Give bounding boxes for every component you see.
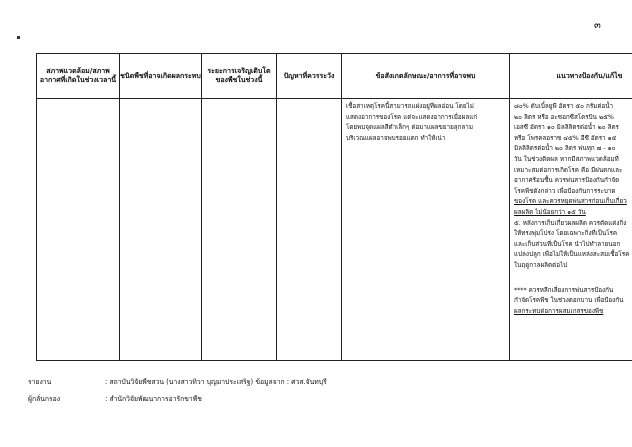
symptom-line: แสดงอาการของโรค แต่จะแสดงอาการเมื่อผลแก่ xyxy=(346,113,478,121)
prevention-line: โรคพืชดังกล่าว เพื่อป้องกันการระบาด xyxy=(514,187,616,195)
note-line: กำจัดโรคพืช ในช่วงดอกบาน เพื่อป้องกัน xyxy=(514,297,624,305)
spacer xyxy=(514,272,632,286)
header-growth-stage: ระยะการเจริญเติบโตของพืชในช่วงนี้ xyxy=(202,54,277,99)
note-line: ผลกระทบต่อการผสมเกสรของพืช xyxy=(514,307,604,315)
symptom-line: บริเวณแผลอาจพบรอยแตก ทำให้เน่า xyxy=(346,134,446,142)
note-line: **** ควรหลีกเลี่ยงการพ่นสารป้องกัน xyxy=(514,286,614,294)
prevention-line: เอสซี อัตรา ๑๐ มิลลิลิตรต่อน้ำ ๒๐ ลิตร xyxy=(514,124,619,132)
prevention-line: ๕. หลังการเก็บเกี่ยวผลผลิต ควรตัดแต่งกิ่ง xyxy=(514,219,627,227)
cell-affected-crop xyxy=(120,99,202,361)
prevention-line: เหมาะสมต่อการเกิดโรค คือ มีฝนตกและ xyxy=(514,166,623,174)
prevention-line: หรือ โพรคลอราซ ๔๕% อีซี อัตรา ๑๕ xyxy=(514,134,617,142)
scan-mark xyxy=(17,36,20,39)
prevention-line: และเก็บส่วนที่เป็นโรค นำไปทำลายนอก xyxy=(514,240,621,248)
header-symptoms: ข้อสังเกตลักษณะ/อาการที่อาจพบ xyxy=(342,54,510,99)
footer-editor-label: ผู้กลั่นกรอง xyxy=(28,395,61,403)
cell-symptoms xyxy=(342,99,510,361)
prevention-line: ในฤดูกาลผลิตต่อไป xyxy=(514,261,568,269)
cell-prevention xyxy=(510,99,632,361)
symptom-line: เชื้อสาเหตุโรคนี้สามารถแฝงอยู่ที่ผลอ่อน โดยไม่ xyxy=(346,103,474,110)
prevention-line: อากาศร้อนชื้น ควรพ่นสารป้องกันกำจัด xyxy=(514,177,620,185)
header-prevention: แนวทางป้องกัน/แก้ไข xyxy=(510,54,632,99)
cell-growth-stage xyxy=(202,99,277,361)
table-header-row xyxy=(37,54,632,99)
prevention-line: ๘๐% ดับเบิ้ลยูพี อัตรา ๕๐ กรัมต่อน้ำ xyxy=(514,103,614,110)
prevention-line: ๒๐ ลิตร หรือ อะซอกซีสโตรบิน ๒๕% xyxy=(514,113,614,121)
symptom-line: โดยพบจุดแผลสีดำเล็กๆ ต่อมาแผลขยายลุกลาม xyxy=(346,124,473,132)
footer-report-label: รายงาน xyxy=(28,378,52,386)
footer-report xyxy=(28,376,327,387)
prevention-line: ของโรค และควรหยุดพ่นสารก่อนเก็บเกี่ยว xyxy=(514,198,627,206)
header-affected-crop: ชนิดพืชที่อาจเกิดผลกระทบ xyxy=(120,54,202,99)
prevention-line: ให้ทรงพุ่มโปร่ง โดยเฉพาะกิ่งที่เป็นโรค xyxy=(514,230,618,238)
prevention-line: วัน ในช่วงติดผล หากมีสภาพแวดล้อมที่ xyxy=(514,155,619,163)
footer-report-value: : สถาบันวิจัยพืชสวน (นางสาวทิวา บุญมาประเสริฐ) ข้อมูลจาก : ศวส.จันทบุรี xyxy=(105,378,327,386)
footer-editor xyxy=(28,393,202,404)
page-number: ๓ xyxy=(594,20,601,31)
cell-environment xyxy=(37,99,120,361)
prevention-line: มิลลิลิตรต่อน้ำ ๒๐ ลิตร พ่นทุก ๗ - ๑๐ xyxy=(514,145,616,153)
pest-advisory-table xyxy=(36,53,632,361)
footer-editor-value: : สำนักวิจัยพัฒนาการอารักขาพืช xyxy=(105,395,202,403)
table-row xyxy=(37,99,632,361)
prevention-line: แปลงปลูก เพื่อไม่ให้เป็นแหล่งสะสมเชื้อโรค xyxy=(514,251,630,259)
cell-watch-problem xyxy=(277,99,342,361)
prevention-line: ผลผลิต ไม่น้อยกว่า ๑๕ วัน xyxy=(514,208,586,216)
header-environment: สภาพแวดล้อม/สภาพอากาศที่เกิดในช่วงเวลานี้ xyxy=(37,54,120,99)
header-watch-problem: ปัญหาที่ควรระวัง xyxy=(277,54,342,99)
